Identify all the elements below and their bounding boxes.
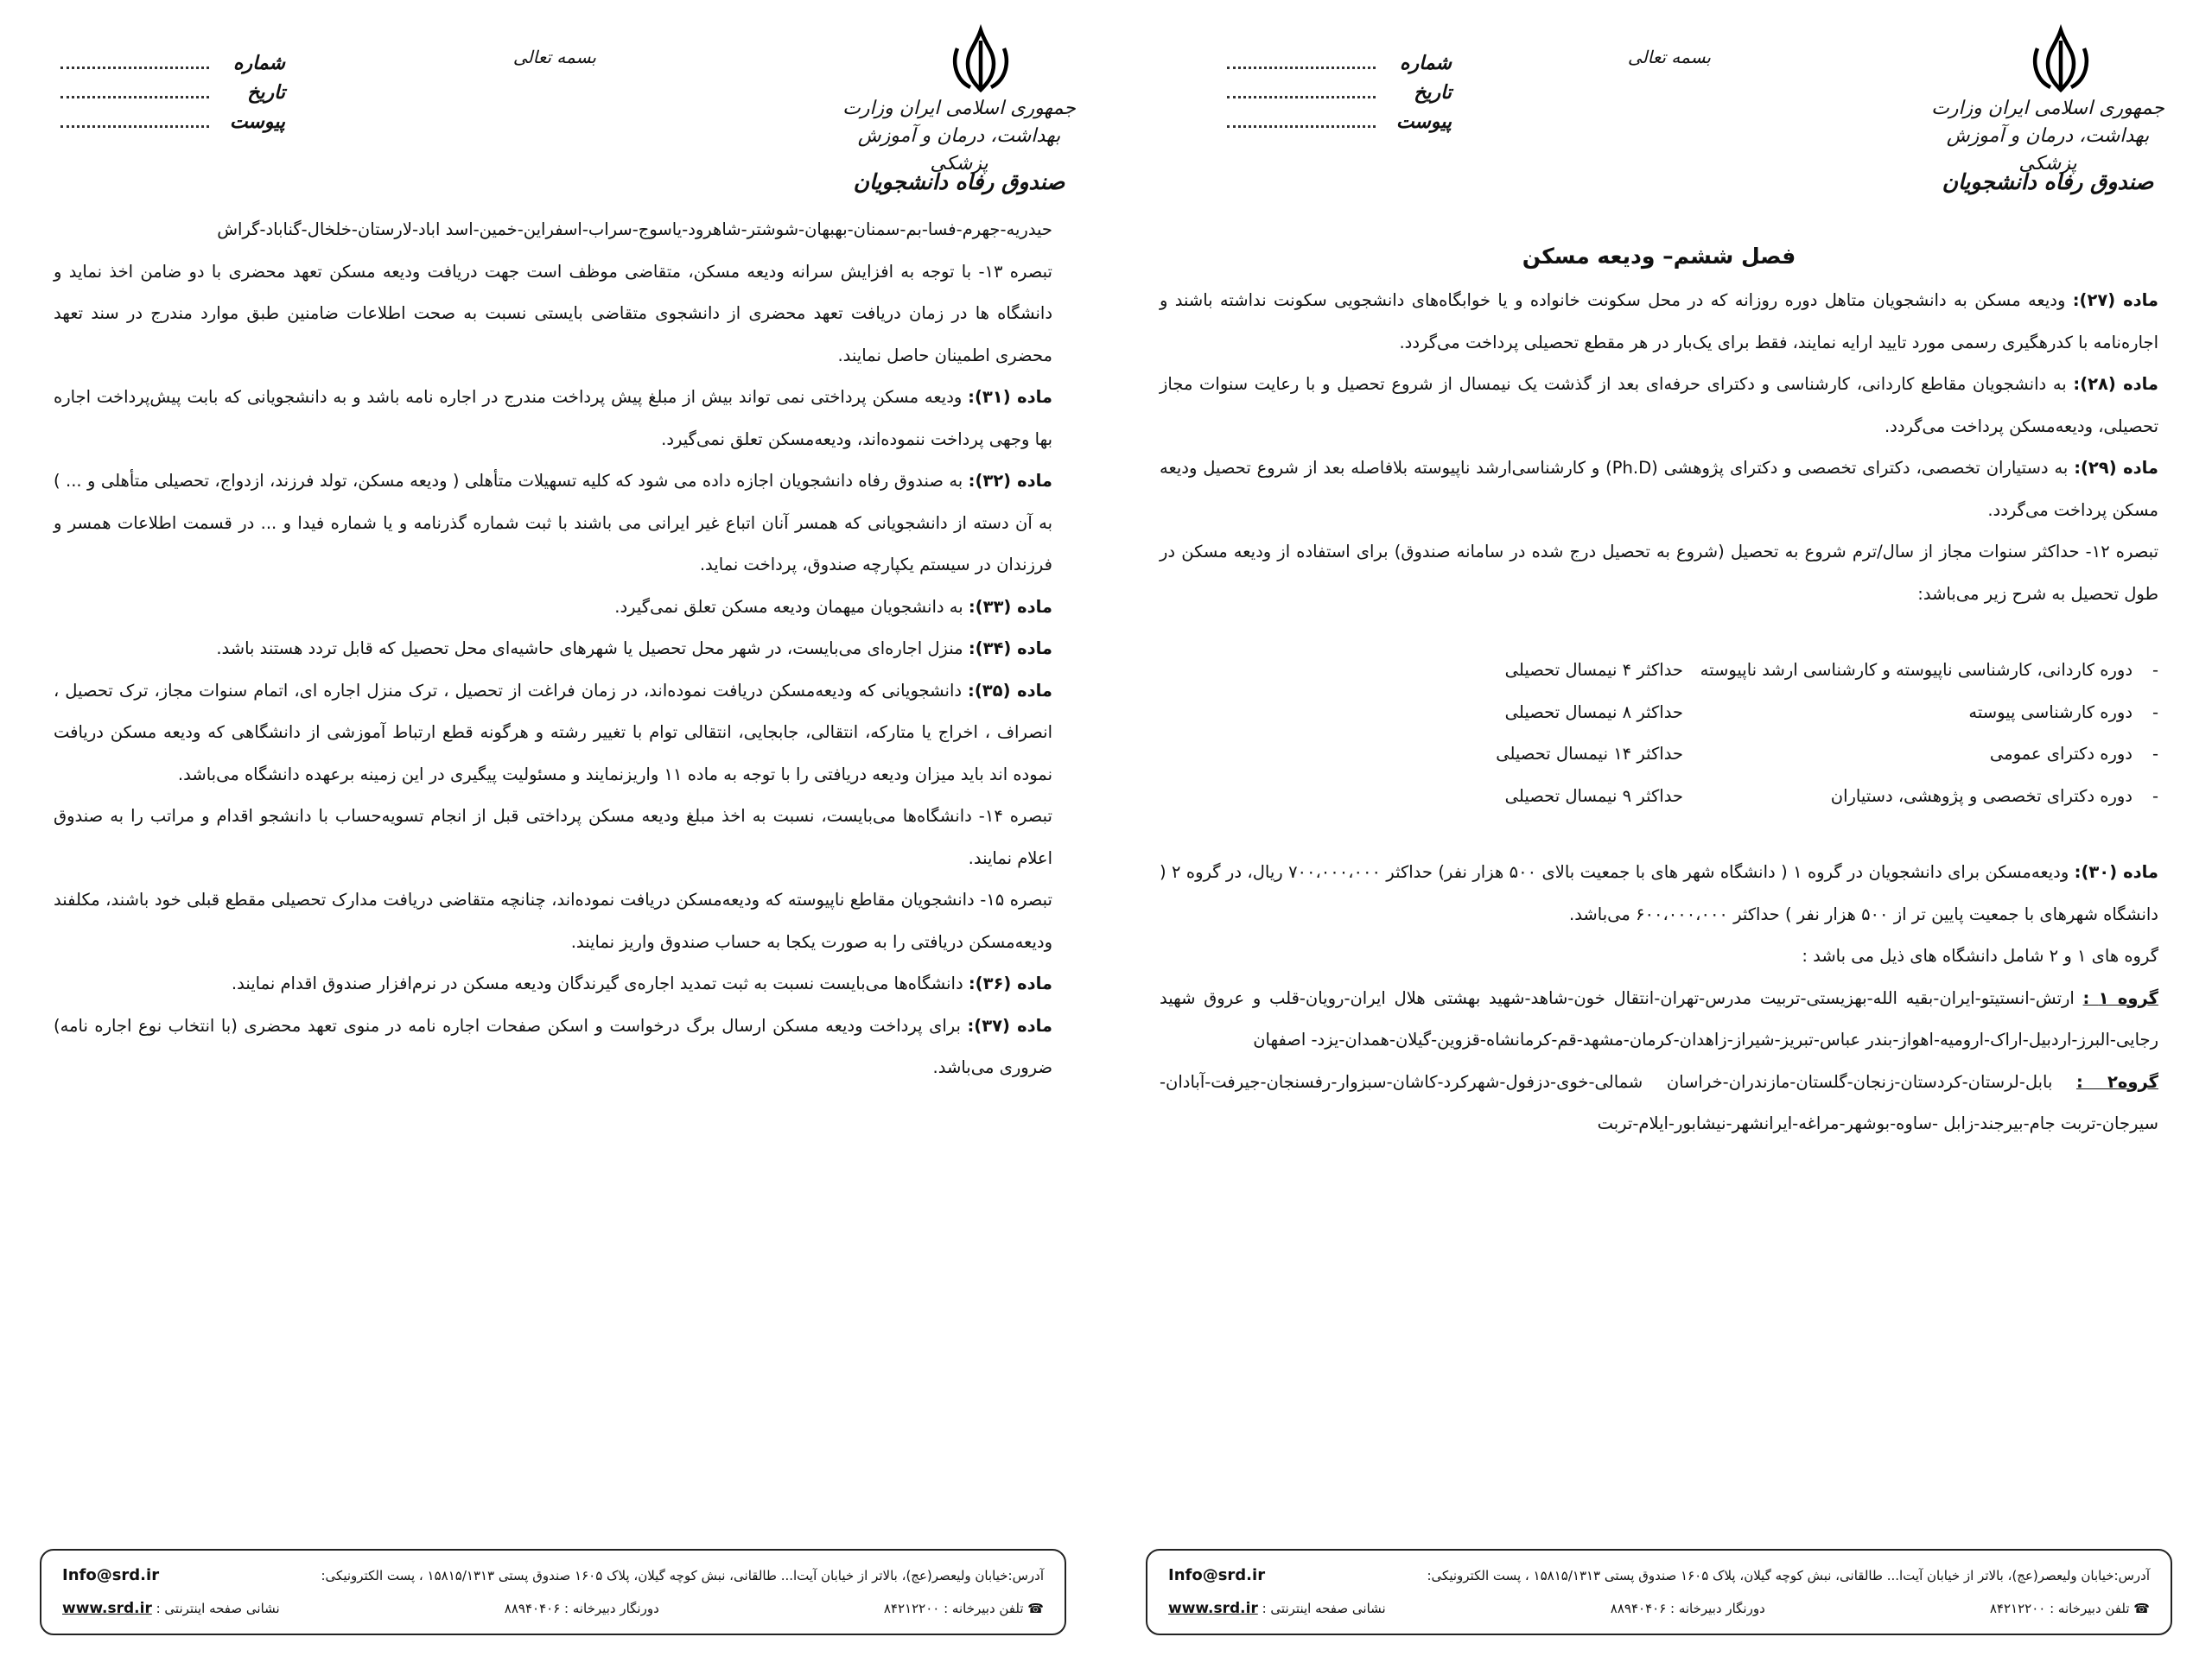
footer-site: نشانی صفحه اینترنتی : www.srd.ir: [62, 1600, 280, 1617]
attachment-label: پیوست: [1395, 111, 1452, 133]
date-label: تاریخ: [1414, 81, 1452, 104]
right-body: [1160, 233, 2158, 1145]
basmala: بسمه تعالی: [512, 47, 596, 67]
list-item: - دوره کارشناسی پیوسته حداکثر ۸ نیمسال تحصیلی: [1504, 701, 2158, 722]
group-2: گروه۲ : بابل-لرستان-کردستان-زنجان-گلستان-مازندران-خراسان شمالی-خوی-دزفول-شهرکرد-کاشان-سبزوار-رفسنجان-جیرفت-آبادان-سیرجان-تربت جام-بیرجند-زابل -ساوه-بوشهر-مراغه-ایرانشهر-نیشابور-ایلام-تربت: [1160, 1071, 2158, 1133]
article-28: ماده (۲۸): به دانشجویان مقاطع کاردانی، کارشناسی و دکترای حرفه‌ای بعد از گذشت یک نیمسال از شروع تحصیل و با رعایت سنوات مجاز تحصیلی، ودیعه‌مسکن پرداخت می‌گردد.: [1160, 374, 2158, 436]
website-link[interactable]: www.srd.ir: [1168, 1600, 1258, 1617]
article-29: ماده (۲۹): به دستیاران تخصصی، دکترای تخصصی و دکترای پژوهشی (Ph.D) و کارشناسی‌ارشد ناپیوسته بلافاصله بعد از شروع تحصیل ودیعه مسکن پرداخت می‌گردد.: [1160, 458, 2158, 520]
footer-address: آدرس:خیابان ولیعصر(عج)، بالاتر از خیابان آیت‌ا... طالقانی، نبش کوچه گیلان، پلاک ۱۶۰۵ صندوق پستی ۱۵۸۱۵/۱۳۱۳ ، پست الکترونیکی:: [321, 1568, 1044, 1583]
iran-emblem-icon: [2022, 22, 2100, 100]
footer: [40, 1549, 1066, 1635]
footer-site: نشانی صفحه اینترنتی : www.srd.ir: [1168, 1600, 1386, 1617]
number-field: [60, 56, 209, 69]
footer-row-1: [1168, 1559, 2150, 1592]
date-label: تاریخ: [247, 81, 285, 104]
footer-fax: دورنگار دبیرخانه : ۸۸۹۴۰۴۰۶: [504, 1601, 659, 1616]
degree-list: [1160, 650, 2158, 817]
footer-address: آدرس:خیابان ولیعصر(عج)، بالاتر از خیابان آیت‌ا... طالقانی، نبش کوچه گیلان، پلاک ۱۶۰۵ صندوق پستی ۱۵۸۱۵/۱۳۱۳ ، پست الکترونیکی:: [1427, 1568, 2150, 1583]
website-link[interactable]: www.srd.ir: [62, 1600, 152, 1617]
group-2-continued: حیدریه-جهرم-فسا-بم-سمنان-بهبهان-شوشتر-شاهرود-یاسوج-سراب-اسفراین-خمین-اسد اباد-لارستان-خلخال-گناباد-گراش: [217, 219, 1052, 239]
article-30: ماده (۳۰): ودیعه‌مسکن برای دانشجویان در گروه ۱ ( دانشگاه شهر های با جمعیت بالای ۵۰۰ هزار نفر) حداکثر ۷۰۰،۰۰۰،۰۰۰ ریال، در گروه ۲ ( دانشگاه شهرهای با جمعیت پایین تر از ۵۰۰ هزار نفر ) حداکثر ۶۰۰،۰۰۰،۰۰۰ می‌باشد.: [1160, 862, 2158, 924]
group-1: گروه ۱ : ارتش-انستیتو-ایران-بقیه الله-بهزیستی-تربیت مدرس-تهران-انتقال خون-شاهد-شهید بهشتی هلال ایران-رویان-قلب و عروق شهید رجایی-البرز-اردبیل-اراک-ارومیه-اهواز-بندر عباس-تبریز-شیراز-زاهدان-کرمان-مشهد-قم-کرمانشاه-قزوین-گیلان-همدان-یزد- اصفهان: [1160, 987, 2158, 1050]
footer: [1146, 1549, 2172, 1635]
date-field: [60, 86, 209, 98]
chapter-title: فصل ششم– ودیعه مسکن: [1522, 244, 1796, 269]
attachment-label: پیوست: [229, 111, 285, 133]
article-37: ماده (۳۷): برای پرداخت ودیعه مسکن ارسال برگ درخواست و اسکن صفحات اجاره نامه در منوی تعهد محضری (با انتخاب نوع اجاره نامه) ضروری می‌باشد.: [54, 1015, 1052, 1077]
basmala: بسمه تعالی: [1627, 47, 1711, 67]
article-33: ماده (۳۳): به دانشجویان میهمان ودیعه مسکن تعلق نمی‌گیرد.: [614, 596, 1052, 617]
date-field: [1227, 86, 1376, 98]
footer-row-2: [1168, 1592, 2150, 1625]
letter-meta: [1227, 52, 1452, 140]
footer-email[interactable]: Info@srd.ir: [1168, 1566, 1266, 1584]
number-label: شماره: [1399, 52, 1452, 74]
fund-name: صندوق رفاه دانشجویان: [853, 169, 1065, 194]
note-12: تبصره ۱۲- حداکثر سنوات مجاز از سال/ترم شروع به تحصیل (شروع به تحصیل درج شده در سامانه صندوق) برای استفاده از ودیعه مسکن در طول تحصیل به شرح زیر می‌باشد:: [1160, 542, 2158, 604]
list-item: - دوره دکترای عمومی حداکثر ۱۴ نیمسال تحصیلی: [1496, 744, 2158, 764]
fund-name: صندوق رفاه دانشجویان: [1942, 169, 2154, 194]
footer-fax: دورنگار دبیرخانه : ۸۸۹۴۰۴۰۶: [1610, 1601, 1765, 1616]
attachment-field: [60, 115, 209, 128]
attachment-field: [1227, 115, 1376, 128]
ministry-name: جمهوری اسلامی ایران وزارت بهداشت، درمان و آموزش پزشکی: [842, 98, 1076, 174]
left-body: [54, 209, 1052, 1089]
ministry-name: جمهوری اسلامی ایران وزارت بهداشت، درمان و آموزش پزشکی: [1931, 98, 2164, 174]
note-14: تبصره ۱۴- دانشگاه‌ها می‌بایست، نسبت به اخذ مبلغ ودیعه مسکن پرداختی قبل از انجام تسویه‌حساب با دانشجو اقدام و مراتب را به صندوق اعلام نمایند.: [54, 806, 1052, 868]
article-35: ماده (۳۵): دانشجویانی که ودیعه‌مسکن دریافت نموده‌اند، در زمان فراغت از تحصیل ، ترک منزل اجاره ای، اتمام سنوات مجاز، ترک تحصیل ، انصراف ، اخراج یا متارکه، انتقالی، جابجایی، انتقالی توام با تغییر رشته و هرگونه قطع ارتباط آموزشی از دانشگاهی که ودیعه مسکن دریافت نموده اند باید میزان ودیعه دریافتی را با توجه به ماده ۱۱ واریزنمایند و مسئولیت پیگیری در این زمینه برعهده دانشگاه می‌باشد.: [54, 680, 1052, 784]
list-item: - دوره دکترای تخصصی و پژوهشی، دستیاران حداکثر ۹ نیمسال تحصیلی: [1504, 785, 2158, 806]
iran-emblem-icon: [942, 22, 1020, 100]
note-15: تبصره ۱۵- دانشجویان مقاطع ناپیوسته که ودیعه‌مسکن دریافت نموده‌اند، چنانچه متقاضی دریافت مدارک تحصیلی مقطع قبلی خود باشند، مکلفند ودیعه‌مسکن دریافتی را به صورت یکجا به حساب صندوق واریز نمایند.: [54, 890, 1052, 952]
number-label: شماره: [232, 52, 285, 74]
note-13: تبصره ۱۳- با توجه به افزایش سرانه ودیعه مسکن، متقاضی موظف است جهت دریافت ودیعه مسکن تعهد محضری با دو ضامن اخذ نماید و دانشگاه ها در زمان دریافت تعهد محضری از دانشجوی متقاضی بایستی نسبت به صحت اطلاعات ضامنین طبق موارد مندرج در سند تعهد محضری اطمینان حاصل نمایند.: [54, 261, 1052, 365]
article-31: ماده (۳۱): ودیعه مسکن پرداختی نمی تواند بیش از مبلغ پیش پرداخت مندرج در اجاره نامه باشد و به دانشجویانی که بابت پیش‌پرداخت اجاره بها وجهی پرداخت ننموده‌اند، ودیعه‌مسکن تعلق نمی‌گیرد.: [54, 387, 1052, 449]
article-32: ماده (۳۲): به صندوق رفاه دانشجویان اجازه داده می شود که کلیه تسهیلات متأهلی ( ودیعه مسکن، تولد فرزند، ازدواج، تحصیلی متأهلی و ... ) به آن دسته از دانشجویانی که همسر آنان اتباع غیر ایرانی می باشند با ثبت شماره گذرنامه و یا شماره فیدا و ... در قسمت اطلاعات همسر و فرزندان در سیستم یکپارچه صندوق، پرداخت نماید.: [54, 471, 1052, 574]
article-34: ماده (۳۴): منزل اجاره‌ای می‌بایست، در شهر محل تحصیل یا شهرهای حاشیه‌ای محل تحصیل که قابل تردد هستند باشد.: [216, 638, 1052, 658]
list-item: - دوره کاردانی، کارشناسی ناپیوسته و کارشناسی ارشد ناپیوسته حداکثر ۴ نیمسال تحصیلی: [1504, 660, 2158, 680]
groups-intro: گروه های ۱ و ۲ شامل دانشگاه های ذیل می باشد :: [1802, 946, 2158, 966]
right-page: [1106, 0, 2212, 1675]
footer-phone: ☎ تلفن دبیرخانه : ۸۴۲۱۲۲۰۰: [1989, 1601, 2150, 1616]
footer-phone: ☎ تلفن دبیرخانه : ۸۴۲۱۲۲۰۰: [883, 1601, 1044, 1616]
footer-row-2: [62, 1592, 1044, 1625]
footer-email[interactable]: Info@srd.ir: [62, 1566, 160, 1584]
footer-row-1: [62, 1559, 1044, 1592]
letter-meta: [60, 52, 285, 140]
article-27: ماده (۲۷): ودیعه مسکن به دانشجویان متاهل دوره روزانه که در محل سکونت خانواده و یا خوابگاه‌های دانشجویی سکونت نداشته باشند و اجاره‌نامه با کدرهگیری رسمی مورد تایید ارایه نمایند، فقط برای یک‌بار در هر مقطع تحصیلی پرداخت می‌گردد.: [1160, 290, 2159, 352]
number-field: [1227, 56, 1376, 69]
article-36: ماده (۳۶): دانشگاه‌ها می‌بایست نسبت به ثبت تمدید اجاره‌ی گیرندگان ودیعه مسکن در نرم‌افزار صندوق اقدام نمایند.: [231, 974, 1052, 993]
